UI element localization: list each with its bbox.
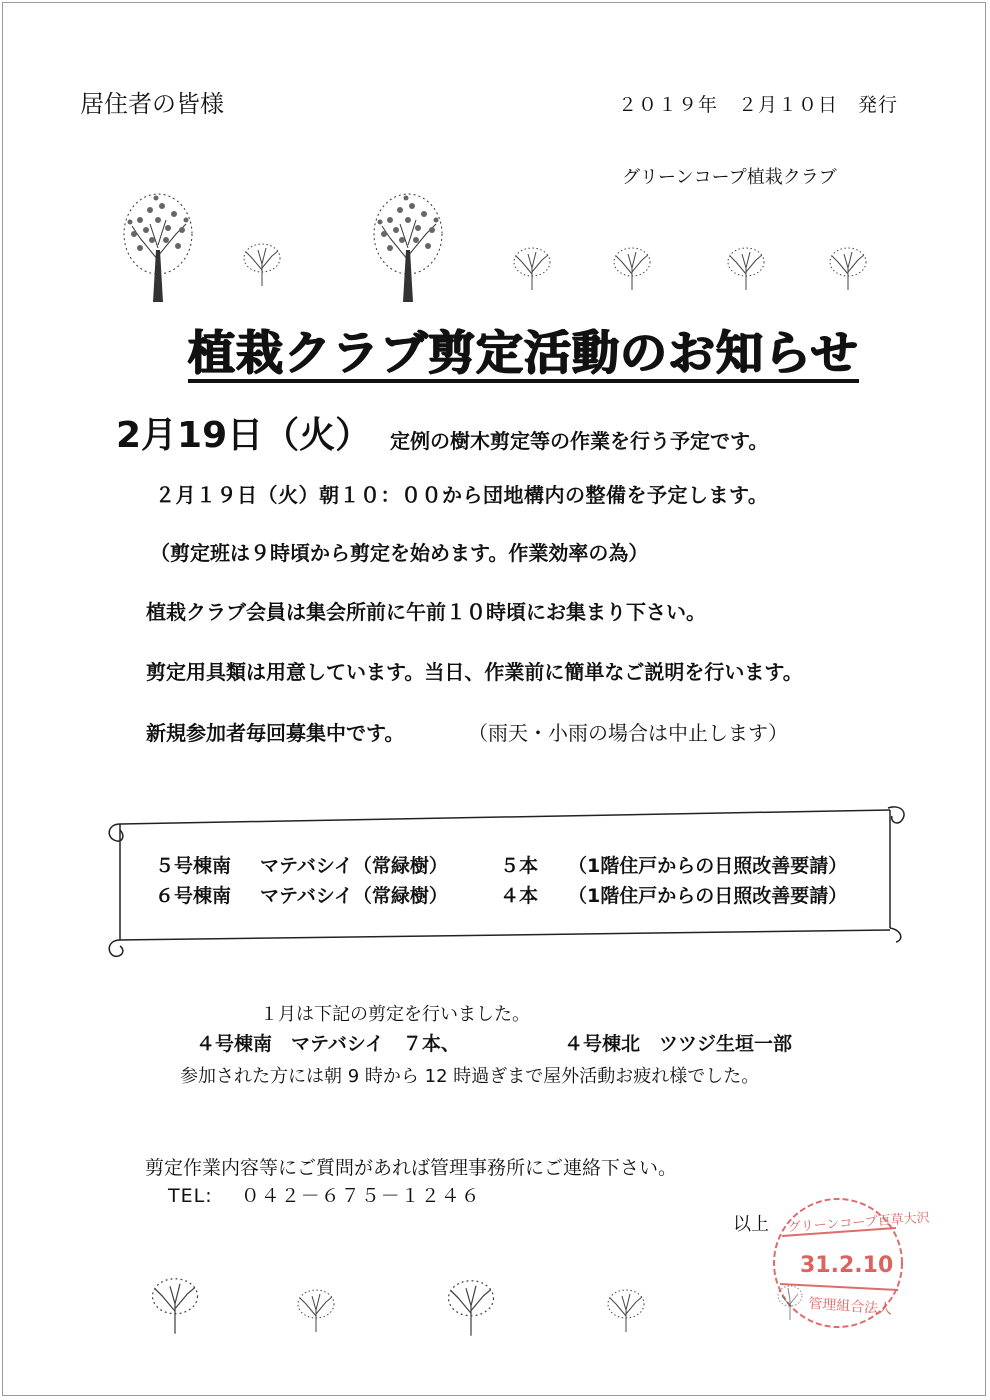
work-item-count: ４本 <box>500 885 539 907</box>
january-item: ４号棟南 マテバシイ ７本、 <box>196 1033 460 1055</box>
work-item-building: ６号棟南 <box>155 885 232 907</box>
small-tree-icon <box>606 1288 646 1332</box>
contact-message: 剪定作業内容等にご質問があれば管理事務所にご連絡下さい。 <box>145 1157 678 1179</box>
detail-schedule: ２月１９日（火）朝１０：００から団地構内の整備を予定します。 <box>155 483 769 507</box>
small-tree-icon <box>150 1276 200 1334</box>
closing-mark: 以上 <box>733 1214 769 1235</box>
notice-title: 植栽クラブ剪定活動のお知らせ <box>188 326 859 381</box>
detail-recruiting: 新規参加者毎回募集中です。 <box>146 721 405 745</box>
small-tree-icon <box>828 246 868 290</box>
work-item-building: ５号棟南 <box>155 855 232 877</box>
small-tree-icon <box>242 242 282 286</box>
january-thanks: 参加された方には朝 9 時から 12 時過ぎまで屋外活動お疲れ様でした。 <box>180 1066 760 1087</box>
work-item-reason: （1階住戸からの日照改善要請） <box>568 885 848 907</box>
large-tree-icon <box>120 190 196 305</box>
small-tree-icon <box>296 1288 336 1332</box>
detail-tools: 剪定用具類は用意しています。当日、作業前に簡単なご説明を行います。 <box>146 660 803 684</box>
detail-pruning-team: （剪定班は９時頃から剪定を始めます。作業効率の為） <box>150 541 649 565</box>
scroll-banner <box>100 800 912 960</box>
stamp-date: 31.2.10 <box>800 1253 894 1278</box>
organization-name: グリーンコープ植栽クラブ <box>622 167 837 188</box>
work-item-tree: マテバシイ（常緑樹） <box>260 855 448 877</box>
event-date: 2月19日（火） <box>116 415 372 456</box>
detail-meeting-point: 植栽クラブ会員は集会所前に午前１０時頃にお集まり下さい。 <box>146 600 706 624</box>
small-tree-icon <box>446 1278 496 1336</box>
stamp-org: グリーンコープ百草大沢 <box>787 1210 931 1236</box>
work-item-count: ５本 <box>500 855 539 877</box>
small-tree-icon <box>726 246 766 290</box>
addressee: 居住者の皆様 <box>80 90 224 118</box>
january-item: ４号棟北 ツツジ生垣一部 <box>564 1033 793 1055</box>
work-item-tree: マテバシイ（常緑樹） <box>260 885 448 907</box>
tel-number: ０４２－６７５－１２４６ <box>240 1185 481 1207</box>
tel-label: TEL: <box>168 1185 213 1207</box>
small-tree-icon <box>512 246 552 290</box>
work-item-reason: （1階住戸からの日照改善要請） <box>568 855 848 877</box>
small-tree-icon <box>612 246 652 290</box>
event-summary: 定例の樹木剪定等の作業を行う予定です。 <box>390 429 769 453</box>
contact-tel <box>168 1181 481 1208</box>
large-tree-icon <box>370 190 446 305</box>
issue-date: ２０１９年 ２月１０日 発行 <box>618 94 899 116</box>
detail-rain-note: （雨天・小雨の場合は中止します） <box>468 721 788 745</box>
date-stamp <box>768 1188 931 1338</box>
january-header: １月は下記の剪定を行いました。 <box>260 1004 530 1025</box>
stamp-type: 管理組合法人 <box>807 1295 893 1318</box>
